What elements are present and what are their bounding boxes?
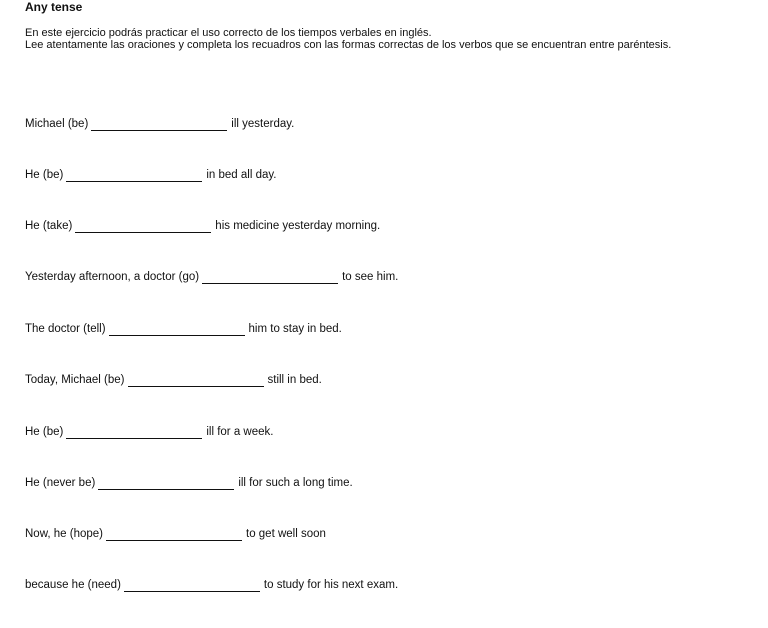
exercise-prompt: Yesterday afternoon, a doctor (go) bbox=[25, 271, 200, 283]
answer-blank[interactable] bbox=[75, 220, 211, 233]
exercise-prompt: Now, he (hope) bbox=[25, 528, 103, 540]
exercise-4 bbox=[25, 270, 398, 284]
exercise-prompt: He (take) bbox=[25, 220, 73, 232]
exercise-continuation: ill for a week. bbox=[206, 426, 274, 438]
instructions-line-2: Lee atentamente las oraciones y completa los recuadros con las formas correctas de los verbos que se encuentran entre paréntesis. bbox=[25, 39, 672, 51]
exercise-9 bbox=[25, 527, 326, 541]
exercise-2 bbox=[25, 168, 276, 182]
exercise-prompt: because he (need) bbox=[25, 579, 121, 591]
answer-blank[interactable] bbox=[109, 323, 245, 336]
exercise-continuation: ill yesterday. bbox=[231, 118, 295, 130]
exercise-8 bbox=[25, 476, 353, 490]
instructions-line-1: En este ejercicio podrás practicar el uso correcto de los tiempos verbales en inglés. bbox=[25, 27, 432, 39]
exercise-10 bbox=[25, 578, 398, 592]
exercise-continuation: to see him. bbox=[342, 271, 399, 283]
exercise-prompt: He (be) bbox=[25, 426, 64, 438]
exercise-prompt: Michael (be) bbox=[25, 118, 89, 130]
exercise-continuation: ill for such a long time. bbox=[238, 477, 353, 489]
exercise-6 bbox=[25, 373, 322, 387]
exercise-5 bbox=[25, 322, 342, 336]
exercise-3 bbox=[25, 219, 380, 233]
instructions bbox=[25, 27, 755, 51]
exercise-continuation: to study for his next exam. bbox=[263, 579, 399, 591]
exercise-continuation: his medicine yesterday morning. bbox=[215, 220, 381, 232]
exercise-prompt: He (never be) bbox=[25, 477, 96, 489]
exercise-continuation: to get well soon bbox=[246, 528, 326, 540]
exercise-1 bbox=[25, 117, 294, 131]
answer-blank[interactable] bbox=[124, 579, 260, 592]
exercise-continuation: in bed all day. bbox=[206, 169, 277, 181]
answer-blank[interactable] bbox=[66, 426, 202, 439]
exercise-prompt: He (be) bbox=[25, 169, 64, 181]
answer-blank[interactable] bbox=[128, 374, 264, 387]
answer-blank[interactable] bbox=[98, 477, 234, 490]
exercise-7 bbox=[25, 425, 273, 439]
answer-blank[interactable] bbox=[202, 271, 338, 284]
exercise-prompt: Today, Michael (be) bbox=[25, 374, 125, 386]
exercise-continuation: still in bed. bbox=[267, 374, 322, 386]
answer-blank[interactable] bbox=[106, 528, 242, 541]
answer-blank[interactable] bbox=[91, 118, 227, 131]
page-title: Any tense bbox=[25, 0, 83, 14]
exercise-prompt: The doctor (tell) bbox=[25, 323, 106, 335]
exercise-continuation: him to stay in bed. bbox=[248, 323, 342, 335]
answer-blank[interactable] bbox=[66, 169, 202, 182]
